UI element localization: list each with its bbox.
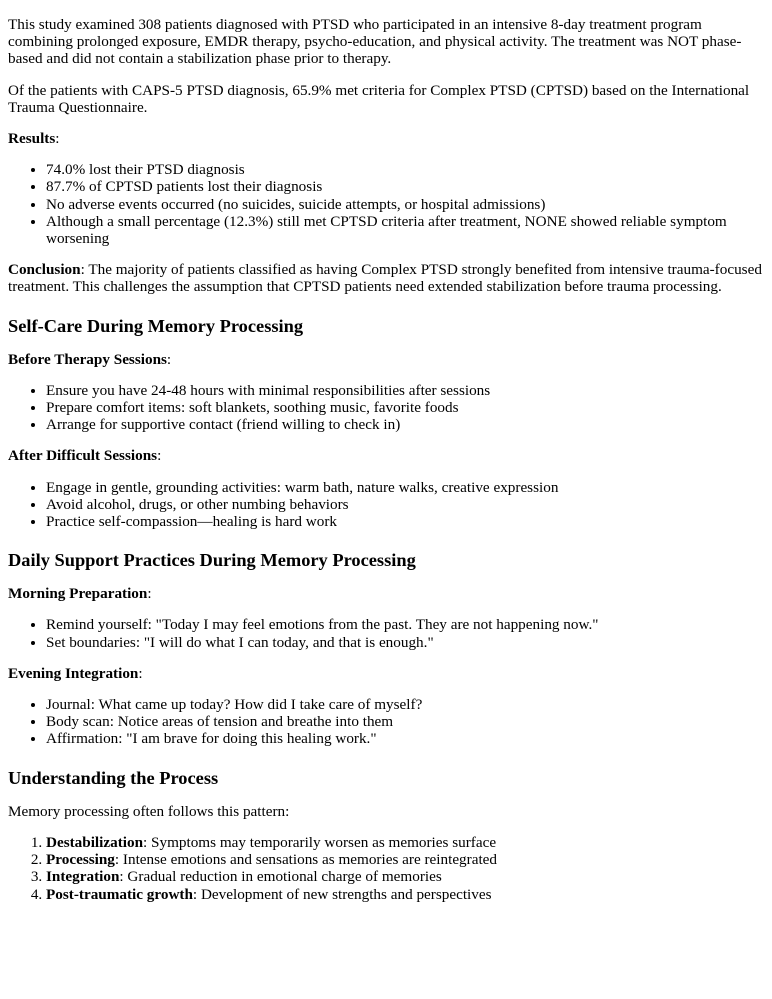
conclusion-paragraph bbox=[8, 261, 764, 295]
step-text: : Gradual reduction in emotional charge of memories bbox=[119, 868, 442, 886]
daily-support-heading: Daily Support Practices During Memory Processing bbox=[8, 550, 416, 571]
list-item: • Set boundaries: "I will do what I can today, and that is enough." bbox=[46, 634, 764, 651]
evening-label: Evening Integration bbox=[8, 664, 139, 682]
list-item bbox=[46, 834, 764, 851]
step-term: Destabilization bbox=[46, 833, 144, 851]
list-item bbox=[46, 851, 764, 868]
step-text: : Development of new strengths and perspectives bbox=[192, 885, 492, 903]
list-item: • Avoid alcohol, drugs, or other numbing behaviors bbox=[46, 496, 764, 513]
morning-label: Morning Preparation bbox=[8, 585, 148, 603]
intro-paragraph-study: This study examined 308 patients diagnosed with PTSD who participated in an intensive 8-day treatment program combining prolonged exposure, EMDR therapy, psycho-education, and physical activity. The treatment was NOT phase-based and did not contain a stabilization phase prior to therapy. bbox=[8, 16, 742, 68]
results-label: Results bbox=[8, 130, 56, 148]
list-item: • Journal: What came up today? How did I take care of myself? bbox=[46, 696, 764, 713]
list-item: • 87.7% of CPTSD patients lost their diagnosis bbox=[46, 178, 764, 195]
results-list bbox=[8, 161, 764, 247]
step-text: : Symptoms may temporarily worsen as memories surface bbox=[143, 833, 497, 851]
list-item: • Practice self-compassion—healing is hard work bbox=[46, 513, 764, 530]
list-item: • Body scan: Notice areas of tension and breathe into them bbox=[46, 713, 764, 730]
step-term: Processing bbox=[46, 851, 115, 869]
before-sessions-label: Before Therapy Sessions bbox=[8, 350, 167, 368]
conclusion-label: Conclusion bbox=[8, 261, 81, 279]
evening-colon: : bbox=[138, 664, 143, 682]
understanding-process-heading: Understanding the Process bbox=[8, 767, 219, 788]
evening-list bbox=[8, 696, 764, 748]
results-label-paragraph bbox=[8, 130, 764, 147]
list-item: • No adverse events occurred (no suicides, suicide attempts, or hospital admissions) bbox=[46, 196, 764, 213]
list-item bbox=[46, 868, 764, 885]
after-sessions-label: After Difficult Sessions bbox=[8, 447, 158, 465]
after-sessions-label-paragraph bbox=[8, 447, 764, 464]
step-text: : Intense emotions and sensations as memories are reintegrated bbox=[114, 851, 498, 869]
morning-colon: : bbox=[147, 585, 152, 603]
after-sessions-list bbox=[8, 479, 764, 531]
morning-list bbox=[8, 616, 764, 650]
morning-label-paragraph bbox=[8, 585, 764, 602]
before-sessions-colon: : bbox=[166, 350, 172, 368]
self-care-heading: Self-Care During Memory Processing bbox=[8, 315, 304, 336]
list-item: • Remind yourself: "Today I may feel emotions from the past. They are not happening now." bbox=[46, 616, 764, 633]
before-sessions-list bbox=[8, 382, 764, 434]
evening-label-paragraph bbox=[8, 665, 764, 682]
results-colon: : bbox=[55, 130, 60, 148]
list-item: • Prepare comfort items: soft blankets, soothing music, favorite foods bbox=[46, 399, 764, 416]
list-item bbox=[46, 886, 764, 903]
list-item: • Engage in gentle, grounding activities: warm bath, nature walks, creative expression bbox=[46, 479, 764, 496]
list-item: • Although a small percentage (12.3%) still met CPTSD criteria after treatment, NONE showed reliable symptom worsening bbox=[46, 213, 764, 247]
after-sessions-colon: : bbox=[157, 447, 162, 465]
list-item: • Arrange for supportive contact (friend willing to check in) bbox=[46, 416, 764, 433]
step-term: Post-traumatic growth bbox=[46, 885, 193, 903]
list-item: • Ensure you have 24-48 hours with minimal responsibilities after sessions bbox=[46, 382, 764, 399]
before-sessions-label-paragraph bbox=[8, 351, 764, 368]
list-item: • 74.0% lost their PTSD diagnosis bbox=[46, 161, 764, 178]
process-intro: Memory processing often follows this pattern: bbox=[8, 802, 290, 820]
intro-paragraph-cptsd: Of the patients with CAPS-5 PTSD diagnosis, 65.9% met criteria for Complex PTSD (CPTSD) based on the International Trauma Questionnaire. bbox=[8, 81, 750, 116]
list-item: • Affirmation: "I am brave for doing this healing work." bbox=[46, 730, 764, 747]
step-term: Integration bbox=[46, 868, 120, 886]
conclusion-text: : The majority of patients classified as having Complex PTSD strongly benefited from intensive trauma-focused treatment. This challenges the assumption that CPTSD patients need extended stabilization before trauma processing. bbox=[8, 261, 762, 296]
process-steps-list bbox=[8, 834, 764, 903]
